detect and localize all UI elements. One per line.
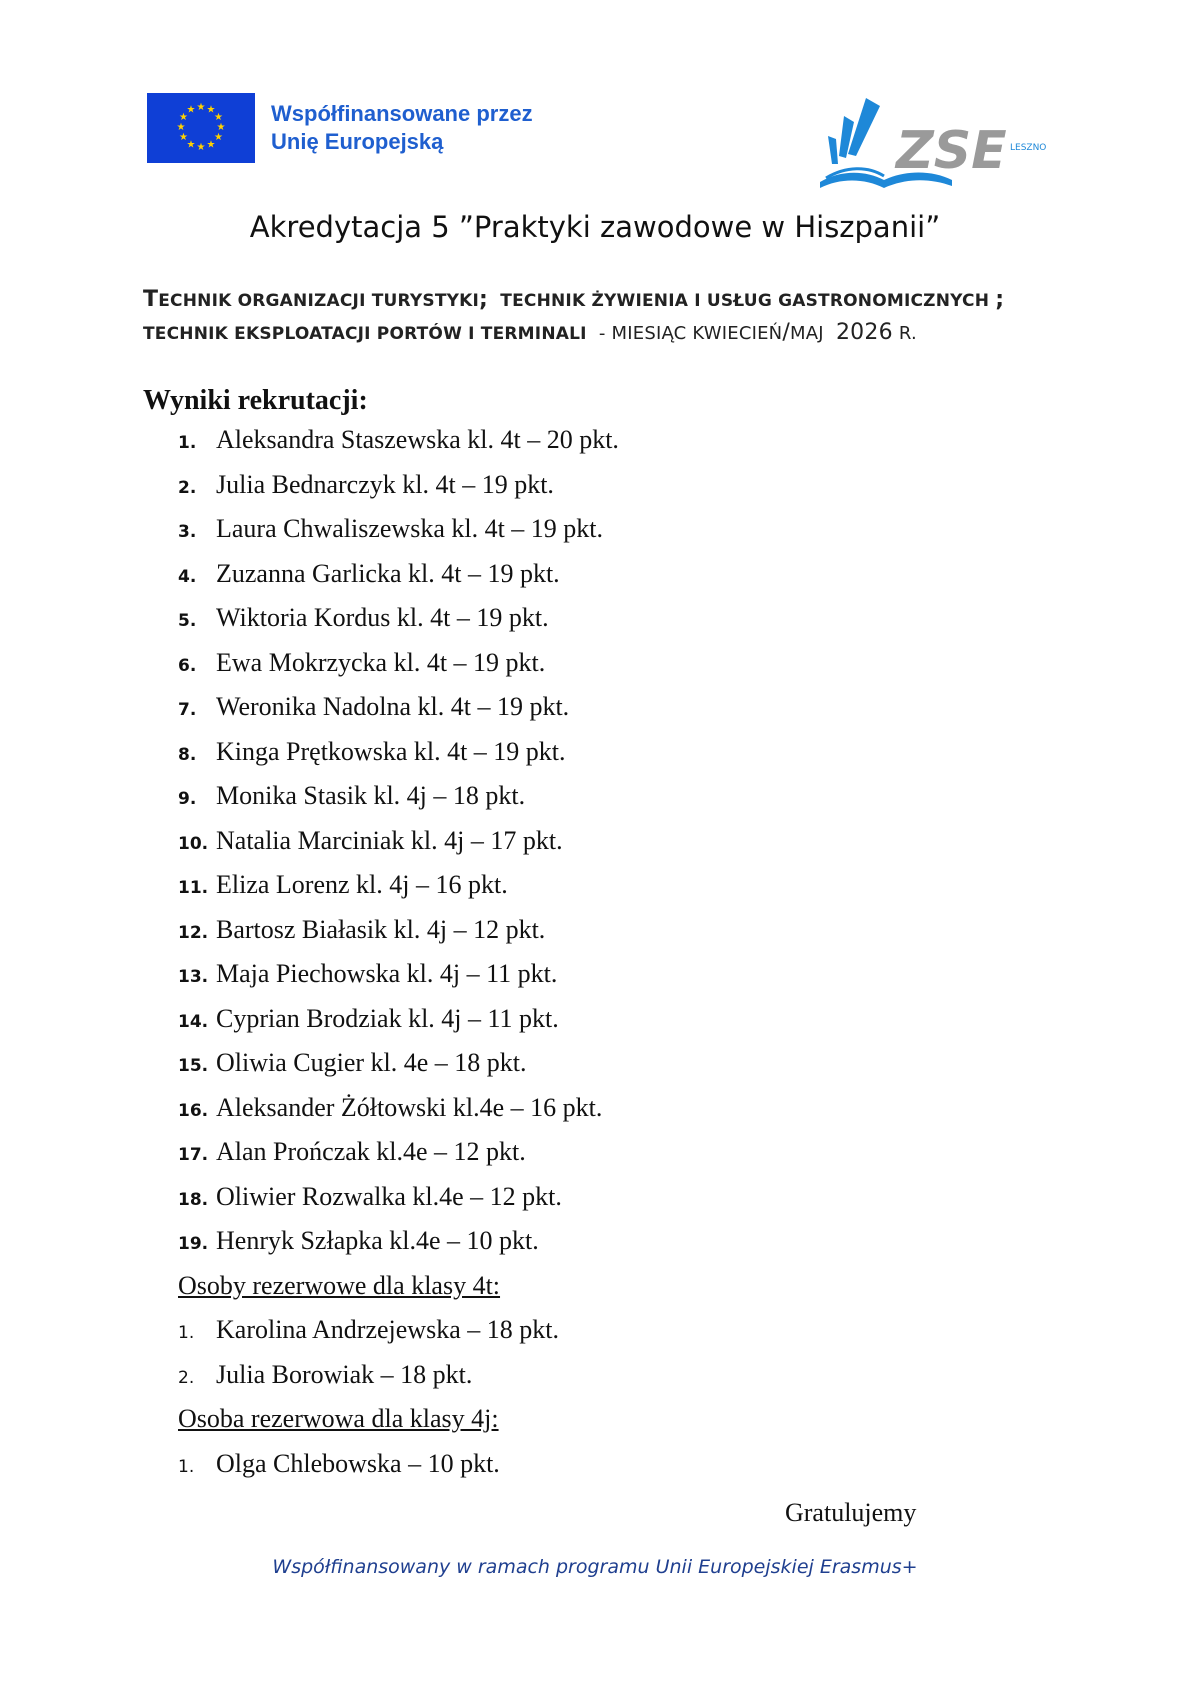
list-item-text: Eliza Lorenz kl. 4j – 16 pkt.	[216, 870, 508, 899]
list-item	[178, 1137, 619, 1182]
spec-year-suffix: R.	[898, 323, 917, 344]
list-item-text: Monika Stasik kl. 4j – 18 pkt.	[216, 781, 526, 810]
spec-slash: /	[782, 320, 790, 345]
spec-tourism: ECHNIK ORGANIZACJI TURYSTYKI	[158, 291, 480, 311]
list-item-text: Natalia Marciniak kl. 4j – 17 pkt.	[216, 825, 563, 855]
footer-note: Współfinansowany w ramach programu Unii Europejskiej Erasmus+	[272, 1556, 918, 1578]
list-item-number: 16.	[178, 1100, 209, 1121]
eu-cofinancing-logo	[147, 93, 533, 163]
specializations-line2	[143, 320, 917, 345]
svg-text:★: ★	[186, 104, 196, 116]
spec-first-letter: T	[143, 287, 159, 312]
eu-logo-text	[271, 100, 533, 156]
list-item-text: Ewa Mokrzycka kl. 4t – 19 pkt.	[216, 647, 546, 677]
list-item-number: 6.	[178, 655, 197, 676]
list-item-number: 1.	[178, 1456, 195, 1477]
list-item-number: 18.	[178, 1189, 209, 1210]
list-item-text: Alan Prończak kl.4e – 12 pkt.	[216, 1137, 526, 1166]
list-item-text: Aleksandra Staszewska kl. 4t – 20 pkt.	[216, 425, 619, 454]
list-item-text: Maja Piechowska kl. 4j – 11 pkt.	[216, 959, 558, 988]
list-item-number: 10.	[178, 833, 209, 854]
list-item-text: Karolina Andrzejewska – 18 pkt.	[216, 1315, 559, 1344]
list-item	[178, 737, 619, 782]
list-item-number: 13.	[178, 967, 209, 987]
results-heading: Wyniki rekrutacji:	[143, 385, 368, 416]
congratulations: Gratulujemy	[785, 1498, 917, 1527]
svg-text:★: ★	[196, 142, 206, 153]
list-item	[178, 514, 619, 559]
eu-logo-line2: Unię Europejską	[271, 129, 444, 154]
spec-month-may: MAJ	[789, 323, 824, 344]
eu-flag-icon	[147, 93, 255, 163]
spec-ports: TECHNIK EKSPLOATACJI PORTÓW I TERMINALI	[143, 324, 587, 344]
list-item-number: 2.	[178, 1367, 195, 1388]
list-item	[178, 559, 619, 604]
list-item	[178, 870, 619, 915]
spec-separator: ;	[995, 287, 1005, 312]
list-item-number: 12.	[178, 922, 209, 943]
svg-text:★: ★	[206, 104, 216, 116]
list-item	[178, 603, 619, 648]
list-item-number: 2.	[178, 477, 197, 498]
list-item-number: 3.	[178, 522, 197, 542]
list-item	[178, 1093, 619, 1138]
list-item-text: Aleksander Żółtowski kl.4e – 16 pkt.	[216, 1092, 603, 1122]
list-item-number: 5.	[178, 611, 197, 631]
svg-text:★: ★	[214, 112, 223, 123]
reserve-4j-title-row	[178, 1404, 619, 1449]
spec-separator: ;	[479, 287, 489, 312]
list-item	[178, 425, 619, 470]
list-item-text: Oliwier Rozwalka kl.4e – 12 pkt.	[216, 1181, 562, 1211]
spec-year: 2026	[835, 320, 893, 345]
list-item-number: 15.	[178, 1056, 209, 1076]
list-item-number: 14.	[178, 1011, 209, 1032]
list-item-number: 4.	[178, 566, 197, 587]
svg-text:★: ★	[214, 132, 223, 143]
svg-text:★: ★	[179, 132, 188, 143]
svg-text:★: ★	[176, 122, 186, 133]
svg-text:★: ★	[216, 122, 226, 133]
zse-book-icon	[820, 96, 1050, 206]
svg-text:★: ★	[206, 139, 216, 151]
svg-text:★: ★	[186, 139, 196, 151]
svg-text:★: ★	[196, 102, 206, 113]
zse-city: LESZNO	[1010, 143, 1047, 153]
list-item	[178, 1182, 619, 1227]
spec-gastronomy: TECHNIK ŻYWIENIA I USŁUG GASTRONOMICZNYCH	[500, 291, 990, 311]
reserve-4t-title: Osoby rezerwowe dla klasy 4t:	[178, 1270, 501, 1300]
reserve-4j-title: Osoba rezerwowa dla klasy 4j:	[178, 1404, 499, 1433]
spec-month: - MIESIĄC KWIECIEŃ	[598, 323, 783, 344]
list-item-text: Julia Borowiak – 18 pkt.	[216, 1359, 473, 1389]
list-item-text: Julia Bednarczyk kl. 4t – 19 pkt.	[216, 469, 554, 499]
zse-letters: ZSE	[896, 121, 1007, 181]
list-item	[178, 1360, 619, 1405]
page-title: Akredytacja 5 ”Praktyki zawodowe w Hiszpanii”	[249, 210, 941, 244]
list-item-number: 19.	[178, 1234, 209, 1254]
reserve-4t-title-row	[178, 1271, 619, 1316]
list-item-text: Zuzanna Garlicka kl. 4t – 19 pkt.	[216, 558, 560, 588]
list-item-text: Kinga Prętkowska kl. 4t – 19 pkt.	[216, 736, 566, 766]
list-item	[178, 915, 619, 960]
list-item-number: 17.	[178, 1145, 209, 1165]
list-item-number: 11.	[178, 878, 209, 898]
list-item	[178, 648, 619, 693]
list-item	[178, 1048, 619, 1093]
list-item-number: 7.	[178, 700, 197, 720]
list-item-text: Olga Chlebowska – 10 pkt.	[216, 1448, 500, 1478]
list-item-text: Weronika Nadolna kl. 4t – 19 pkt.	[216, 692, 570, 721]
list-item	[178, 1449, 619, 1494]
list-item	[178, 470, 619, 515]
list-item-number: 1.	[178, 1323, 195, 1343]
list-item-number: 8.	[178, 744, 197, 765]
list-item-text: Henryk Szłapka kl.4e – 10 pkt.	[216, 1226, 539, 1255]
list-item	[178, 959, 619, 1004]
list-item-text: Oliwia Cugier kl. 4e – 18 pkt.	[216, 1048, 527, 1077]
list-item-number: 9.	[178, 789, 197, 809]
list-item	[178, 692, 619, 737]
list-item	[178, 1226, 619, 1271]
list-item	[178, 826, 619, 871]
list-item	[178, 781, 619, 826]
zse-leszno-logo	[820, 96, 1050, 206]
results-list	[178, 425, 619, 1493]
list-item-text: Bartosz Białasik kl. 4j – 12 pkt.	[216, 914, 546, 944]
eu-logo-line1: Współfinansowane przez	[271, 101, 533, 126]
list-item-text: Cyprian Brodziak kl. 4j – 11 pkt.	[216, 1003, 559, 1033]
specializations-line1	[143, 287, 1004, 312]
list-item	[178, 1004, 619, 1049]
list-item	[178, 1315, 619, 1360]
svg-text:★: ★	[179, 112, 188, 123]
list-item-number: 1.	[178, 433, 197, 453]
list-item-text: Laura Chwaliszewska kl. 4t – 19 pkt.	[216, 514, 604, 543]
list-item-text: Wiktoria Kordus kl. 4t – 19 pkt.	[216, 603, 549, 632]
